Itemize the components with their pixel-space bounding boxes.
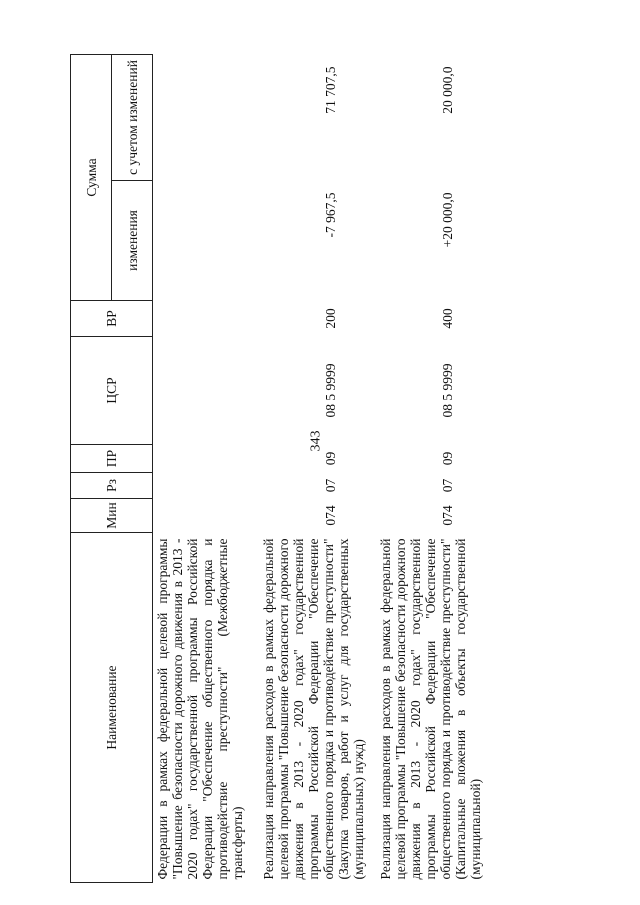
table-row	[153, 54, 260, 882]
row-rz	[153, 473, 260, 499]
row-rz: 07	[323, 478, 338, 493]
row-with-change: 20 000,0	[440, 66, 455, 114]
row-pr: 09	[440, 451, 455, 466]
row-change	[153, 181, 260, 301]
header-pr: ПР	[71, 445, 153, 473]
row-with-change: 71 707,5	[323, 66, 338, 114]
table-row	[259, 54, 376, 882]
table-row	[376, 54, 493, 882]
row-pr	[153, 445, 260, 473]
row-csr: 08 5 9999	[440, 363, 455, 418]
row-pr: 09	[323, 451, 338, 466]
row-min: 074	[323, 505, 338, 526]
row-name: Реализация направления расходов в рамках федеральной целевой программы "Повышение безопасности дорожного движения в 2013 - 2020 годах" государственной программы Российской Федерации "Обеспечение общественного порядка и противодействие преступности" (Капитальные вложения в объекты государственной (муниципальной)	[378, 538, 483, 880]
header-sum: Сумма	[71, 54, 112, 300]
header-with-change: с учетом изменений	[112, 54, 153, 180]
header-csr: ЦСР	[71, 337, 153, 445]
page-number: 343	[308, 430, 324, 452]
rotated-page	[70, 55, 640, 883]
row-name: Реализация направления расходов в рамках федеральной целевой программы "Повышение безопасности дорожного движения в 2013 - 2020 годах" государственной программы Российской Федерации "Обеспечение общественного порядка и противодействие преступности" (Закупка товаров, работ и услуг для государственных (муниципальных) нужд)	[261, 538, 366, 880]
row-vr	[153, 301, 260, 337]
header-rz: Рз	[71, 473, 153, 499]
row-csr	[153, 337, 260, 445]
row-name: Федерации в рамках федеральной целевой программы "Повышение безопасности дорожного движения в 2013 - 2020 годах" государственной программы Российской Федерации "Обеспечение общественного порядка и противодействие преступности" (Межбюджетные трансферты)	[155, 538, 245, 880]
row-change: +20 000,0	[440, 192, 455, 248]
row-min: 074	[440, 505, 455, 526]
header-change: изменения	[112, 181, 153, 301]
header-name: Наименование	[71, 533, 153, 883]
row-rz: 07	[440, 478, 455, 493]
row-vr: 400	[440, 308, 455, 329]
row-csr: 08 5 9999	[323, 363, 338, 418]
row-min	[153, 499, 260, 533]
budget-table	[70, 54, 493, 883]
row-change: -7 967,5	[323, 192, 338, 238]
row-with-change	[153, 54, 260, 180]
header-vr: ВР	[71, 301, 153, 337]
row-vr: 200	[323, 308, 338, 329]
header-min: Мин	[71, 499, 153, 533]
